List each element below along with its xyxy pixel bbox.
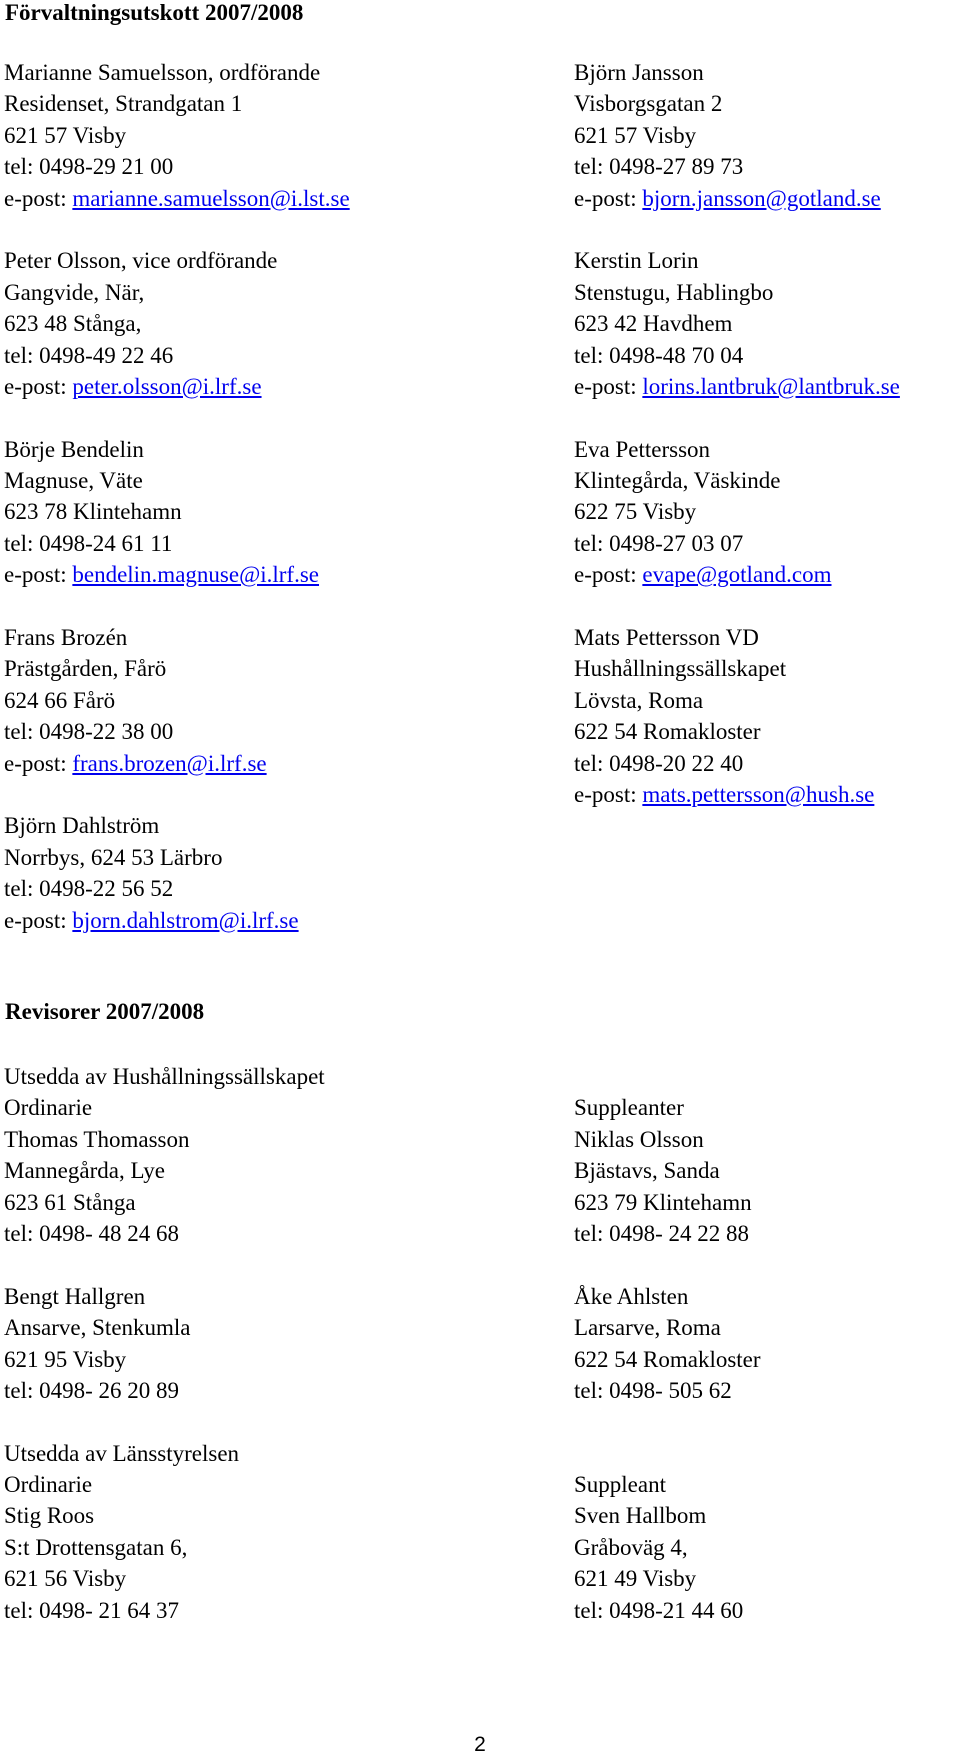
contact-phone: tel: 0498-48 70 04 [574,342,744,368]
contact-card [4,57,350,214]
spacer [4,402,350,433]
auditor-name: Bengt Hallgren [4,1283,146,1309]
spacer [4,591,350,622]
email-link[interactable]: bendelin.magnuse@i.lrf.se [72,562,320,588]
auditor-postal: 623 61 Stånga [4,1189,136,1215]
contact-organization: Hushållningssällskapet [574,656,787,682]
contact-phone: tel: 0498-22 56 52 [4,876,174,902]
email-prefix: e-post: [574,185,643,211]
spacer [4,214,350,245]
contact-address: Lövsta, Roma [574,687,704,713]
role-label: Suppleant [574,1472,666,1498]
contact-postal: 621 57 Visby [574,122,697,148]
contact-postal: 623 78 Klintehamn [4,499,182,525]
contact-email-line [4,371,350,402]
email-link[interactable]: evape@gotland.com [642,562,832,588]
auditor-name: Stig Roos [4,1503,95,1529]
contact-email-line [4,559,350,590]
auditor-card [4,1124,325,1250]
auditor-address: Gråboväg 4, [574,1534,688,1560]
auditor-card [574,1500,761,1626]
contact-card [574,57,900,214]
contact-address: Prästgården, Fårö [4,656,167,682]
contact-email-line [574,779,900,810]
contact-address: Magnuse, Väte [4,468,143,494]
email-link[interactable]: lorins.lantbruk@lantbruk.se [642,373,900,399]
group-heading: Utsedda av Länsstyrelsen [4,1440,240,1466]
auditor-column-right [574,1061,761,1626]
contact-phone: tel: 0498-27 89 73 [574,154,744,180]
contact-name: Eva Pettersson [574,436,711,462]
auditor-phone: tel: 0498-21 44 60 [574,1597,744,1623]
role-label: Ordinarie [4,1095,93,1121]
auditor-phone: tel: 0498- 505 62 [574,1377,732,1403]
contact-email-line [4,905,350,936]
contact-email-line [574,371,900,402]
email-link[interactable]: bjorn.jansson@gotland.se [642,185,881,211]
spacer [574,214,900,245]
contact-card [4,622,350,779]
email-prefix: e-post: [4,750,73,776]
contact-phone: tel: 0498-29 21 00 [4,154,174,180]
auditor-name: Åke Ahlsten [574,1283,689,1309]
auditor-phone: tel: 0498- 21 64 37 [4,1597,180,1623]
spacer [4,779,350,810]
contact-name: Marianne Samuelsson, ordförande [4,60,321,85]
contact-name: Börje Bendelin [4,436,144,462]
auditor-address: Larsarve, Roma [574,1315,721,1341]
contact-postal: 622 75 Visby [574,499,697,525]
auditor-address: Mannegårda, Lye [4,1158,165,1184]
page-number: 2 [474,1733,486,1756]
spacer [574,1249,761,1280]
auditor-address: S:t Drottensgatan 6, [4,1534,188,1560]
auditor-card [4,1500,325,1626]
auditor-column-left [4,1061,325,1626]
spacer [4,1249,325,1280]
contact-card [574,622,900,810]
group-heading: Utsedda av Hushållningssällskapet [4,1064,325,1089]
contact-postal: 621 57 Visby [4,122,127,148]
email-prefix: e-post: [4,373,73,399]
auditor-name: Thomas Thomasson [4,1126,190,1152]
auditor-card [574,1124,761,1250]
email-prefix: e-post: [574,562,643,588]
contact-email-line [574,559,900,590]
email-link[interactable]: frans.brozen@i.lrf.se [72,750,267,776]
contact-phone: tel: 0498-49 22 46 [4,342,174,368]
contact-email-line [574,183,900,214]
auditor-postal: 621 95 Visby [4,1346,127,1372]
contact-card [574,434,900,591]
contact-email-line [4,748,350,779]
auditor-address: Ansarve, Stenkumla [4,1315,191,1341]
contact-phone: tel: 0498-22 38 00 [4,719,174,745]
contact-name: Frans Brozén [4,625,128,651]
spacer [574,1061,761,1092]
spacer [574,402,900,433]
auditor-postal: 621 49 Visby [574,1566,697,1592]
auditor-card [574,1281,761,1407]
spacer [4,1406,325,1437]
auditor-postal: 621 56 Visby [4,1566,127,1592]
email-prefix: e-post: [574,781,643,807]
contact-name: Mats Pettersson VD [574,625,759,651]
contact-postal: 624 66 Fårö [4,687,116,713]
contact-column-right [574,57,900,810]
contact-card [4,245,350,402]
contact-card [4,434,350,591]
contact-phone: tel: 0498-20 22 40 [574,750,744,776]
contact-address: Residenset, Strandgatan 1 [4,91,243,117]
section-title-forvaltningsutskott: Förvaltningsutskott 2007/2008 [5,0,304,25]
email-link[interactable]: marianne.samuelsson@i.lst.se [72,185,350,211]
contact-email-line [4,183,350,214]
auditor-card [4,1281,325,1407]
email-link[interactable]: peter.olsson@i.lrf.se [72,373,262,399]
contact-phone: tel: 0498-27 03 07 [574,530,744,556]
contact-address: Klintegårda, Väskinde [574,468,781,494]
contact-address: Visborgsgatan 2 [574,91,723,117]
email-prefix: e-post: [574,373,643,399]
auditor-postal: 623 79 Klintehamn [574,1189,752,1215]
contact-name: Peter Olsson, vice ordförande [4,248,278,274]
spacer [574,591,900,622]
auditor-name: Niklas Olsson [574,1126,704,1152]
contact-address: Stenstugu, Hablingbo [574,279,774,305]
contact-phone: tel: 0498-24 61 11 [4,530,173,556]
contact-name: Kerstin Lorin [574,248,699,274]
spacer [574,1438,761,1469]
auditor-phone: tel: 0498- 24 22 88 [574,1220,750,1246]
contact-column-left [4,57,350,936]
section-title-revisorer: Revisorer 2007/2008 [5,999,205,1024]
auditor-name: Sven Hallbom [574,1503,707,1529]
contact-name: Björn Jansson [574,60,704,85]
contact-postal: 622 54 Romakloster [574,719,761,745]
contact-postal: 623 48 Stånga, [4,311,142,337]
contact-postal: 623 42 Havdhem [574,311,733,337]
auditor-postal: 622 54 Romakloster [574,1346,761,1372]
contact-address: Gangvide, När, [4,279,145,305]
contact-card [574,245,900,402]
spacer [574,1406,761,1437]
contact-card [4,810,350,936]
email-link[interactable]: mats.pettersson@hush.se [642,781,875,807]
email-prefix: e-post: [4,562,73,588]
contact-name: Björn Dahlström [4,813,160,839]
role-label: Ordinarie [4,1472,93,1498]
auditor-phone: tel: 0498- 26 20 89 [4,1377,180,1403]
role-label: Suppleanter [574,1095,684,1121]
auditor-phone: tel: 0498- 48 24 68 [4,1220,180,1246]
contact-address: Norrbys, 624 53 Lärbro [4,844,223,870]
auditor-address: Bjästavs, Sanda [574,1158,720,1184]
email-prefix: e-post: [4,907,73,933]
email-prefix: e-post: [4,185,73,211]
email-link[interactable]: bjorn.dahlstrom@i.lrf.se [72,907,299,933]
